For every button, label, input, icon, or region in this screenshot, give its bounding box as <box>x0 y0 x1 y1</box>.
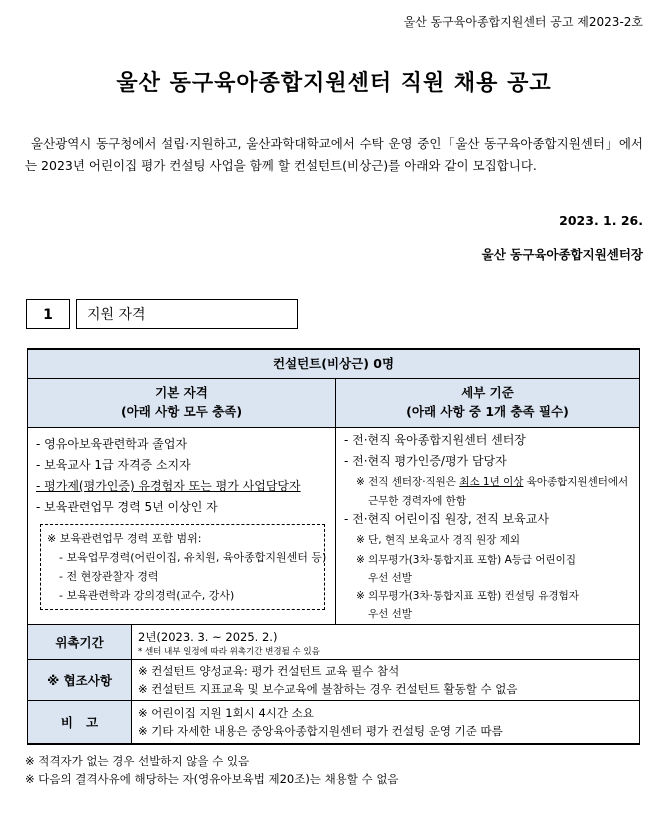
range-item: - 보육관련학과 강의경력(교수, 강사) <box>59 589 235 602</box>
remarks-label: 비 고 <box>28 701 132 743</box>
remarks-row <box>28 701 639 743</box>
list-item: ※ 컨설턴트 지표교육 및 보수교육에 불참하는 경우 컨설턴트 활동할 수 없음 <box>138 682 518 696</box>
list-item: - 전·현직 어린이집 원장, 전직 보육교사 <box>344 512 549 526</box>
detail-header-title: 세부 기준 <box>461 385 514 400</box>
list-item: - 평가제(평가인증) 유경험자 또는 평가 사업담당자 <box>36 479 301 493</box>
list-note: ※ 의무평가(3차·통합지표 포함) 컨설팅 유경험자 <box>356 590 579 602</box>
coop-label: ※ 협조사항 <box>28 660 132 700</box>
basic-header-sub: (아래 사항 모두 충족) <box>120 404 243 419</box>
page-title: 울산 동구육아종합지원센터 직원 채용 공고 <box>116 71 552 96</box>
list-item: - 보육교사 1급 자격증 소지자 <box>36 458 191 472</box>
list-note: ※ 단, 현직 보육교사 경직 원장 제외 <box>356 534 521 546</box>
footer-note: ※ 다음의 결격사유에 해당하는 자(영유아보육법 제20조)는 채용할 수 없음 <box>25 772 399 786</box>
list-item: - 보육관련업무 경력 5년 이상인 자 <box>36 500 218 514</box>
detail-header <box>336 379 639 427</box>
range-item: - 전 현장관찰자 경력 <box>59 570 159 583</box>
intro-paragraph: 울산광역시 동구청에서 설립·지원하고, 울산과학대학교에서 수탁 운영 중인「울산 동구육아종합지원센터」에서는 2023년 어린이집 평가 컨설팅 사업을 함께 할 컨설턴트(비상근)를 아래와 같이 모집합니다. <box>25 136 643 173</box>
footer-note: ※ 적격자가 없는 경우 선발하지 않을 수 있음 <box>25 754 250 768</box>
range-item: - 보육업무경력(어린이집, 유치원, 육아종합지원센터 등) <box>59 551 327 564</box>
term-value: 2년(2023. 3. ~ 2025. 2.) <box>138 630 278 644</box>
list-item: ※ 어린이집 지원 1회시 4시간 소요 <box>138 706 314 720</box>
term-note: * 센터 내부 일정에 따라 위촉기간 변경될 수 있음 <box>138 647 320 657</box>
coop-items <box>132 660 639 700</box>
list-item: ※ 컨설턴트 양성교육: 평가 컨설턴트 교육 필수 참석 <box>138 664 400 678</box>
remarks-items <box>132 701 639 743</box>
qualification-table <box>27 348 640 745</box>
footer-notes <box>25 752 399 788</box>
term-value-cell <box>132 625 639 659</box>
term-row <box>28 625 639 660</box>
list-note: ※ 전직 센터장·직원은 최소 1년 이상 육아종합지원센터에서 <box>356 476 629 488</box>
basic-header-title: 기본 자격 <box>155 385 208 400</box>
criteria-row <box>28 428 639 625</box>
announcement-date: 2023. 1. 26. <box>559 213 643 228</box>
detail-header-sub: (아래 사항 중 1개 충족 필수) <box>406 404 569 419</box>
list-item: - 전·현직 육아종합지원센터 센터장 <box>344 433 526 447</box>
list-item: - 영유아보육관련학과 졸업자 <box>36 437 188 451</box>
issuing-organization: 울산 동구육아종합지원센터장 <box>481 247 643 262</box>
list-item: - 전·현직 평가인증/평가 담당자 <box>344 454 507 468</box>
detail-criteria <box>336 428 639 624</box>
range-title: ※ 보육관련업무 경력 포함 범위: <box>47 532 202 545</box>
list-note: ※ 의무평가(3차·통합지표 포함) A등급 어린이집 <box>356 554 576 566</box>
table-title-row <box>28 350 639 379</box>
term-label: 위촉기간 <box>28 625 132 659</box>
list-note: 우선 선발 <box>368 572 412 584</box>
table-header-row <box>28 379 639 428</box>
basic-qualifications <box>28 428 336 624</box>
table-title: 컨설턴트(비상근) 0명 <box>272 356 395 371</box>
section-title: 지원 자격 <box>76 299 298 329</box>
list-note: 우선 선발 <box>368 608 412 620</box>
coop-row <box>28 660 639 701</box>
list-note: 근무한 경력자에 한함 <box>368 495 466 507</box>
document-number: 울산 동구육아종합지원센터 공고 제2023-2호 <box>403 15 643 29</box>
list-item: ※ 기타 자세한 내용은 중앙육아종합지원센터 평가 컨설팅 운영 기준 따름 <box>138 724 503 738</box>
career-range-box <box>40 524 325 610</box>
section-number: 1 <box>26 299 70 329</box>
basic-header <box>28 379 336 427</box>
